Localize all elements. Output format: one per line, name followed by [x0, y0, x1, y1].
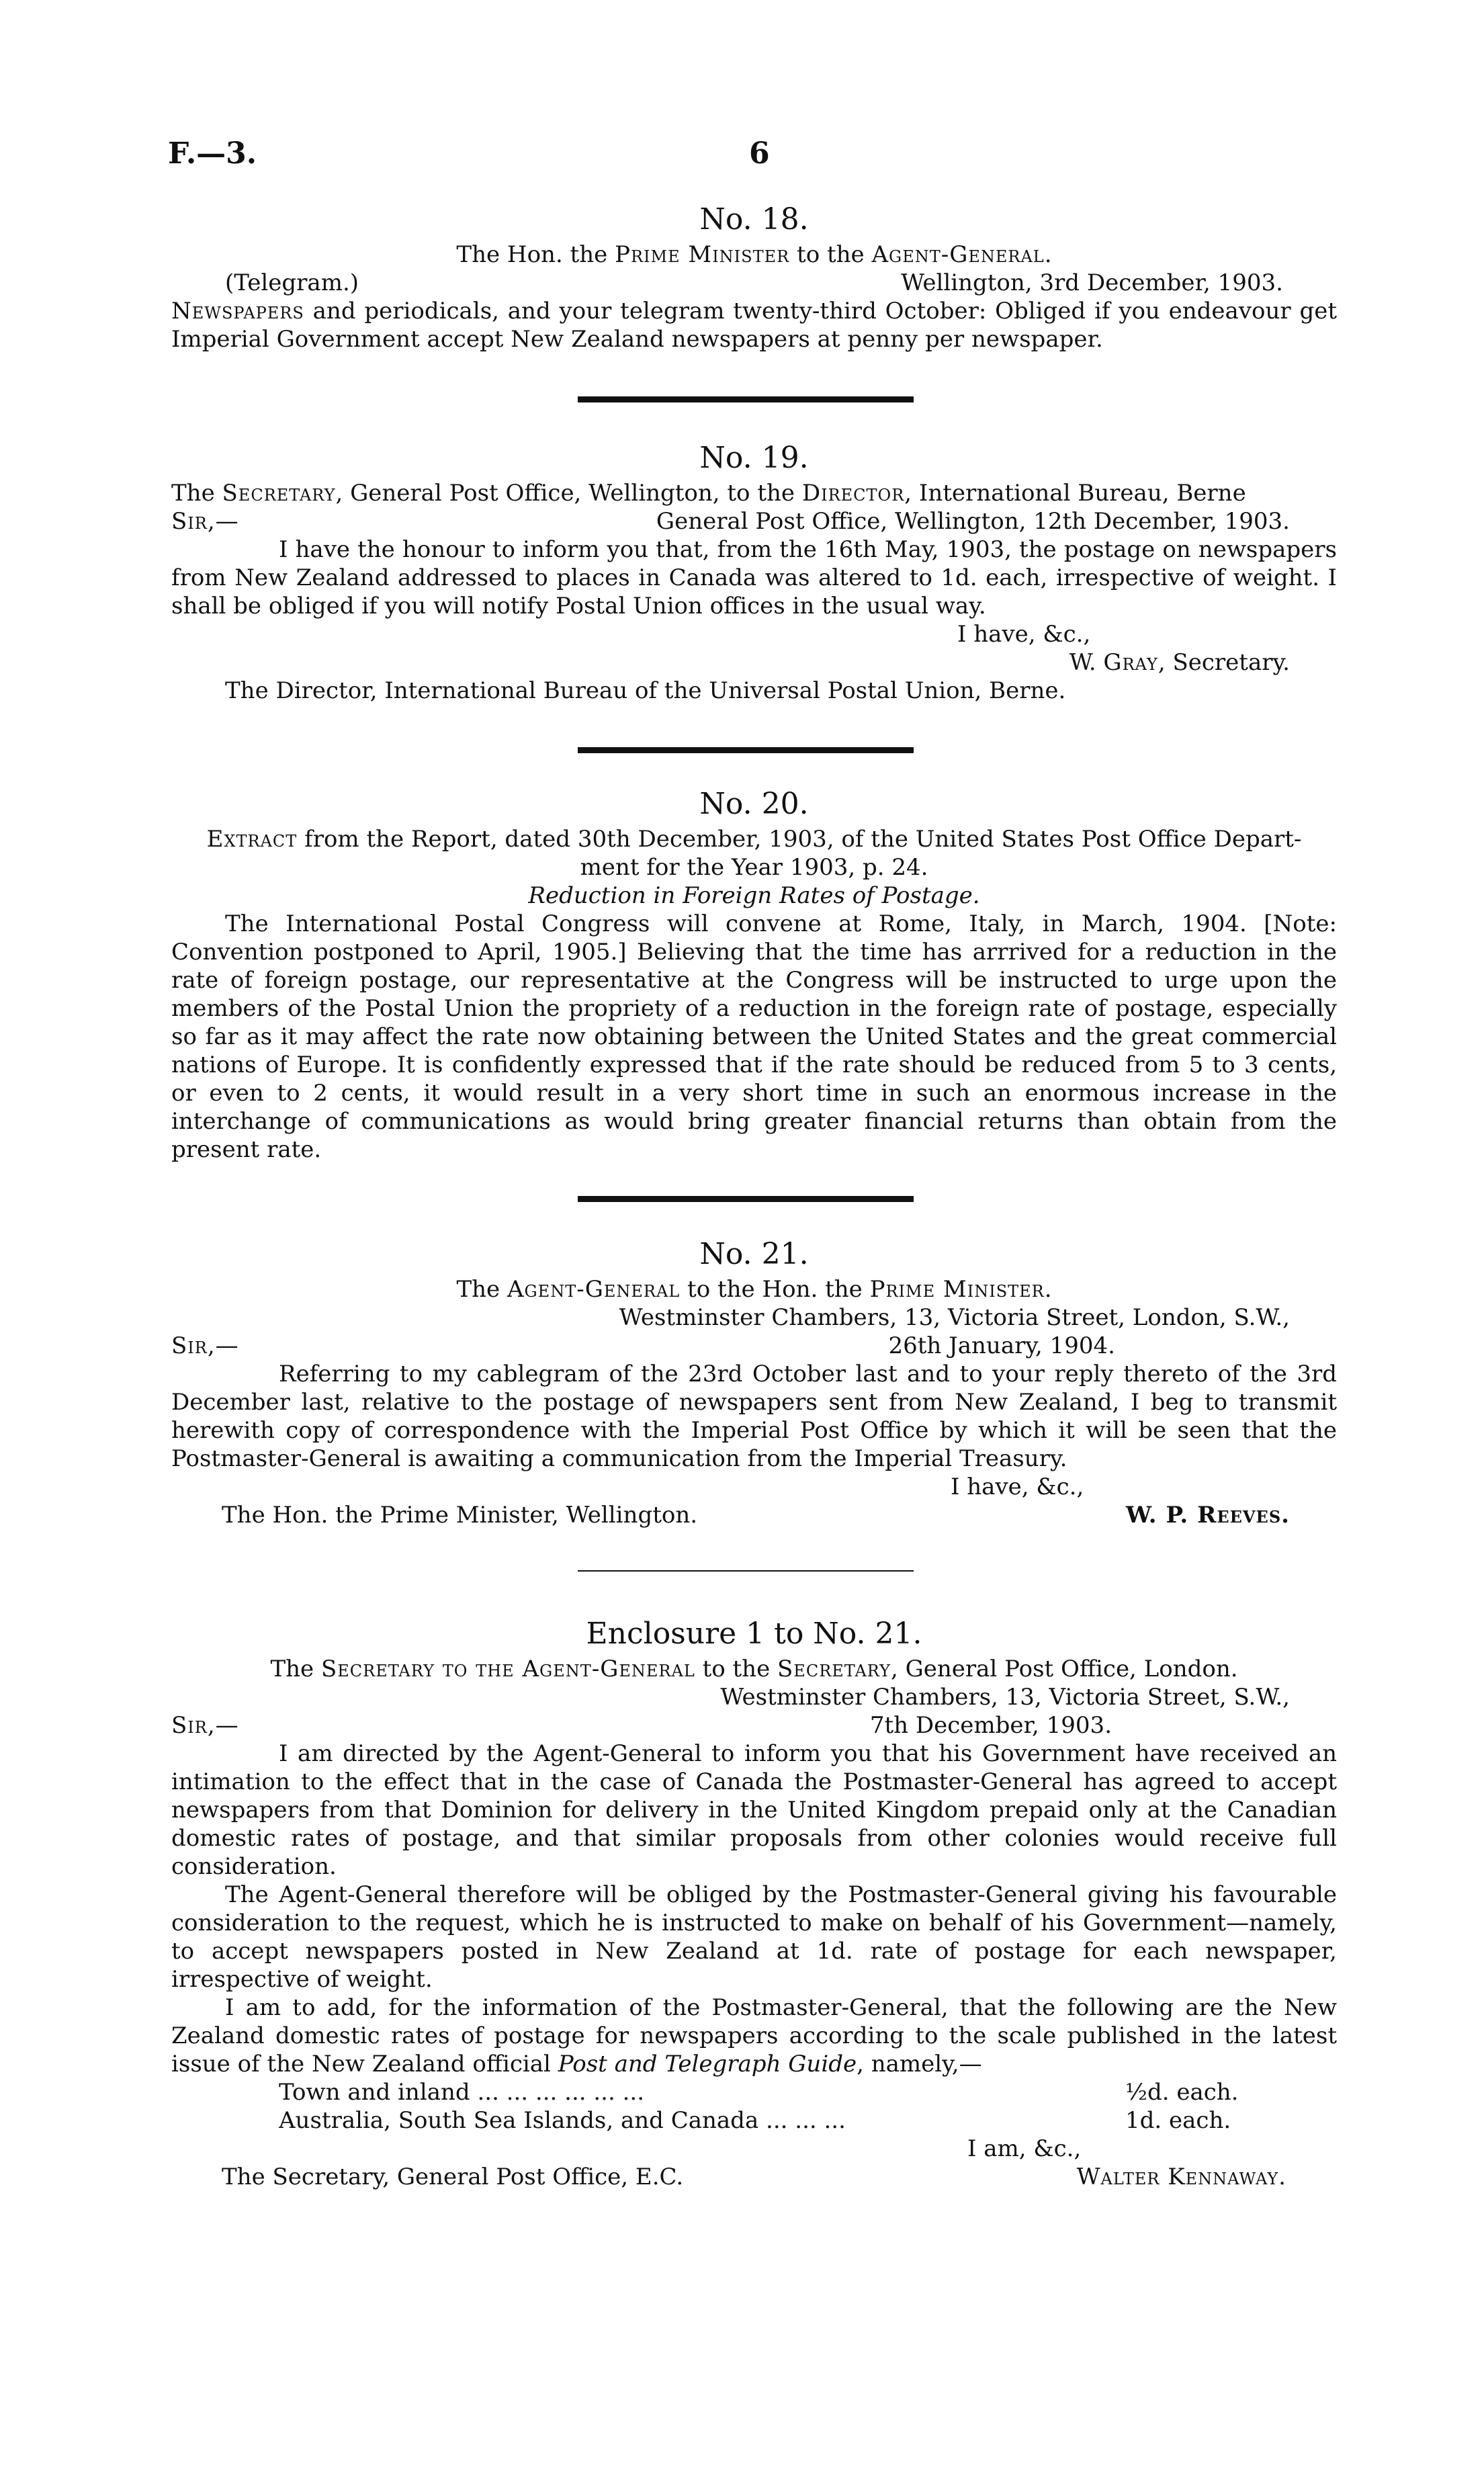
section-no20 — [171, 786, 1337, 1164]
section-divider — [578, 1570, 914, 1572]
paragraph-3: I am to add, for the information of the Postmaster-General, that the following are the New Zealand domestic rates of postage for newspapers according to the scale published in the latest issue of the New Zealand official Post and Telegraph Guide, namely,— — [171, 1994, 1337, 2078]
address-line-2: 7th December, 1903. — [869, 1712, 1112, 1739]
section-divider — [578, 396, 914, 402]
letter-header — [171, 1711, 1337, 1740]
letter-body: Referring to my cablegram of the 23rd October last and to your reply thereto of the 3rd December last, relative to the postage of newspapers sent from New Zealand, I beg to transmit herewith copy of correspondence with the Imperial Post Office by which it will be seen that the Postmaster-General is awaiting a communication from the Imperial Treasury. — [171, 1361, 1337, 1472]
addressee: The Hon. the Prime Minister, Wellington. — [222, 1502, 698, 1529]
extract-subtitle: Reduction in Foreign Rates of Postage. — [528, 882, 980, 909]
extract-body: The International Postal Congress will convene at Rome, Italy, in March, 1904. [Note: Convention postponed to April, 1905.] Believing that the time has arrrived for a reduction in the rate of foreign postage, our representative at the Congress will be instructed to urge upon the members of the Postal Union the propriety of a reduction in the foreign rate of postage, especially so far as it may affect the rate now obtaining between the United States and the great commercial nations of Europe. It is confidently expressed that if the rate should be reduced from 5 to 3 cents, or even to 2 cents, it would result in a very short time in such an enormous increase in the interchange of communications as would bring greater financial returns than obtain from the present rate. — [171, 910, 1337, 1163]
closing: I have, &c., — [957, 621, 1091, 648]
address-line-2: 26th January, 1904. — [888, 1332, 1115, 1359]
rate-row — [171, 2106, 1337, 2135]
place-date: General Post Office, Wellington, 12th December, 1903. — [656, 508, 1290, 535]
paragraph-1: I am directed by the Agent-General to inform you that his Government have received an intimation to the effect that in the case of Canada the Postmaster-General has agreed to accept newspapers from that Dominion for delivery in the United Kingdom prepaid only at the Canadian domestic rates of postage, and that similar proposals from other colonies would receive full consideration. — [171, 1740, 1337, 1880]
salutation: Sir,— — [171, 1332, 239, 1359]
salutation: Sir,— — [171, 1712, 239, 1739]
section-from-line: The Agent-General to the Hon. the Prime Minister. — [456, 1276, 1052, 1303]
paragraph-2: The Agent-General therefore will be obliged by the Postmaster-General giving his favourable consideration to the request, which he is instructed to make on behalf of his Government—namely, to accept newspapers posted in New Zealand at 1d. rate of postage for each newspaper, irrespective of weight. — [171, 1881, 1337, 1993]
letter-header — [171, 507, 1337, 536]
section-title: No. 18. — [699, 202, 809, 237]
closing: I have, &c., — [951, 1473, 1084, 1500]
section-title: No. 19. — [699, 441, 809, 475]
section-divider — [578, 1196, 914, 1202]
telegram-place-date: Wellington, 3rd December, 1903. — [901, 269, 1283, 296]
signature: Walter Kennaway. — [1076, 2164, 1286, 2190]
telegram-label: (Telegram.) — [225, 269, 359, 296]
section-title: No. 20. — [699, 787, 809, 821]
letter-header — [171, 1332, 1337, 1360]
telegram-header — [171, 269, 1337, 297]
page-number: 6 — [749, 136, 770, 171]
section-from-line: The Secretary to the Agent-General to the Secretary, General Post Office, London. — [270, 1656, 1238, 1682]
section-no19 — [171, 440, 1337, 705]
section-enclosure-1 — [171, 1616, 1337, 2191]
rate-row — [171, 2078, 1337, 2106]
rate-label: Town and inland — [279, 2079, 470, 2106]
letter-footer — [171, 2163, 1337, 2191]
rate-leader: ... ... ... — [758, 2107, 846, 2134]
signature: W. P. Reeves. — [1125, 1502, 1290, 1529]
extract-line-1: Extract from the Report, dated 30th December, 1903, of the United States Post Office Depart- — [206, 826, 1302, 853]
section-from-line: The Hon. the Prime Minister to the Agent-General. — [456, 241, 1052, 268]
section-divider — [578, 747, 914, 753]
document-reference: F.—3. — [168, 136, 257, 171]
address-line-1: Westminster Chambers, 13, Victoria Street, S.W., — [720, 1684, 1290, 1711]
closing: I am, &c., — [967, 2135, 1082, 2162]
telegram-body: Newspapers and periodicals, and your telegram twenty-third October: Obliged if you endeavour get Imperial Government accept New Zealand newspapers at penny per newspaper. — [171, 298, 1337, 353]
section-title: Enclosure 1 to No. 21. — [586, 1617, 922, 1651]
section-no21 — [171, 1236, 1337, 1529]
address-line-1: Westminster Chambers, 13, Victoria Street, London, S.W., — [619, 1304, 1290, 1331]
signature: W. Gray, Secretary. — [1069, 649, 1290, 676]
addressee: The Director, International Bureau of the Universal Postal Union, Berne. — [225, 677, 1066, 704]
rate-value: ½d. each. — [1125, 2079, 1239, 2106]
rate-label: Australia, South Sea Islands, and Canada — [279, 2107, 759, 2134]
rate-leader: ... ... ... ... ... ... — [470, 2079, 645, 2106]
addressee: The Secretary, General Post Office, E.C. — [222, 2164, 684, 2190]
section-no18 — [171, 202, 1337, 353]
section-title: No. 21. — [699, 1237, 809, 1271]
rate-value: 1d. each. — [1125, 2107, 1231, 2134]
section-from-line: The Secretary, General Post Office, Wellington, to the Director, International Bureau, Berne — [171, 480, 1246, 507]
extract-line-2: ment for the Year 1903, p. 24. — [580, 854, 928, 881]
letter-body: I have the honour to inform you that, from the 16th May, 1903, the postage on newspapers from New Zealand addressed to places in Canada was altered to 1d. each, irrespective of weight. I shall be obliged if you will notify Postal Union offices in the usual way. — [171, 536, 1337, 619]
letter-footer — [171, 1501, 1337, 1529]
salutation: Sir,— — [171, 508, 239, 535]
